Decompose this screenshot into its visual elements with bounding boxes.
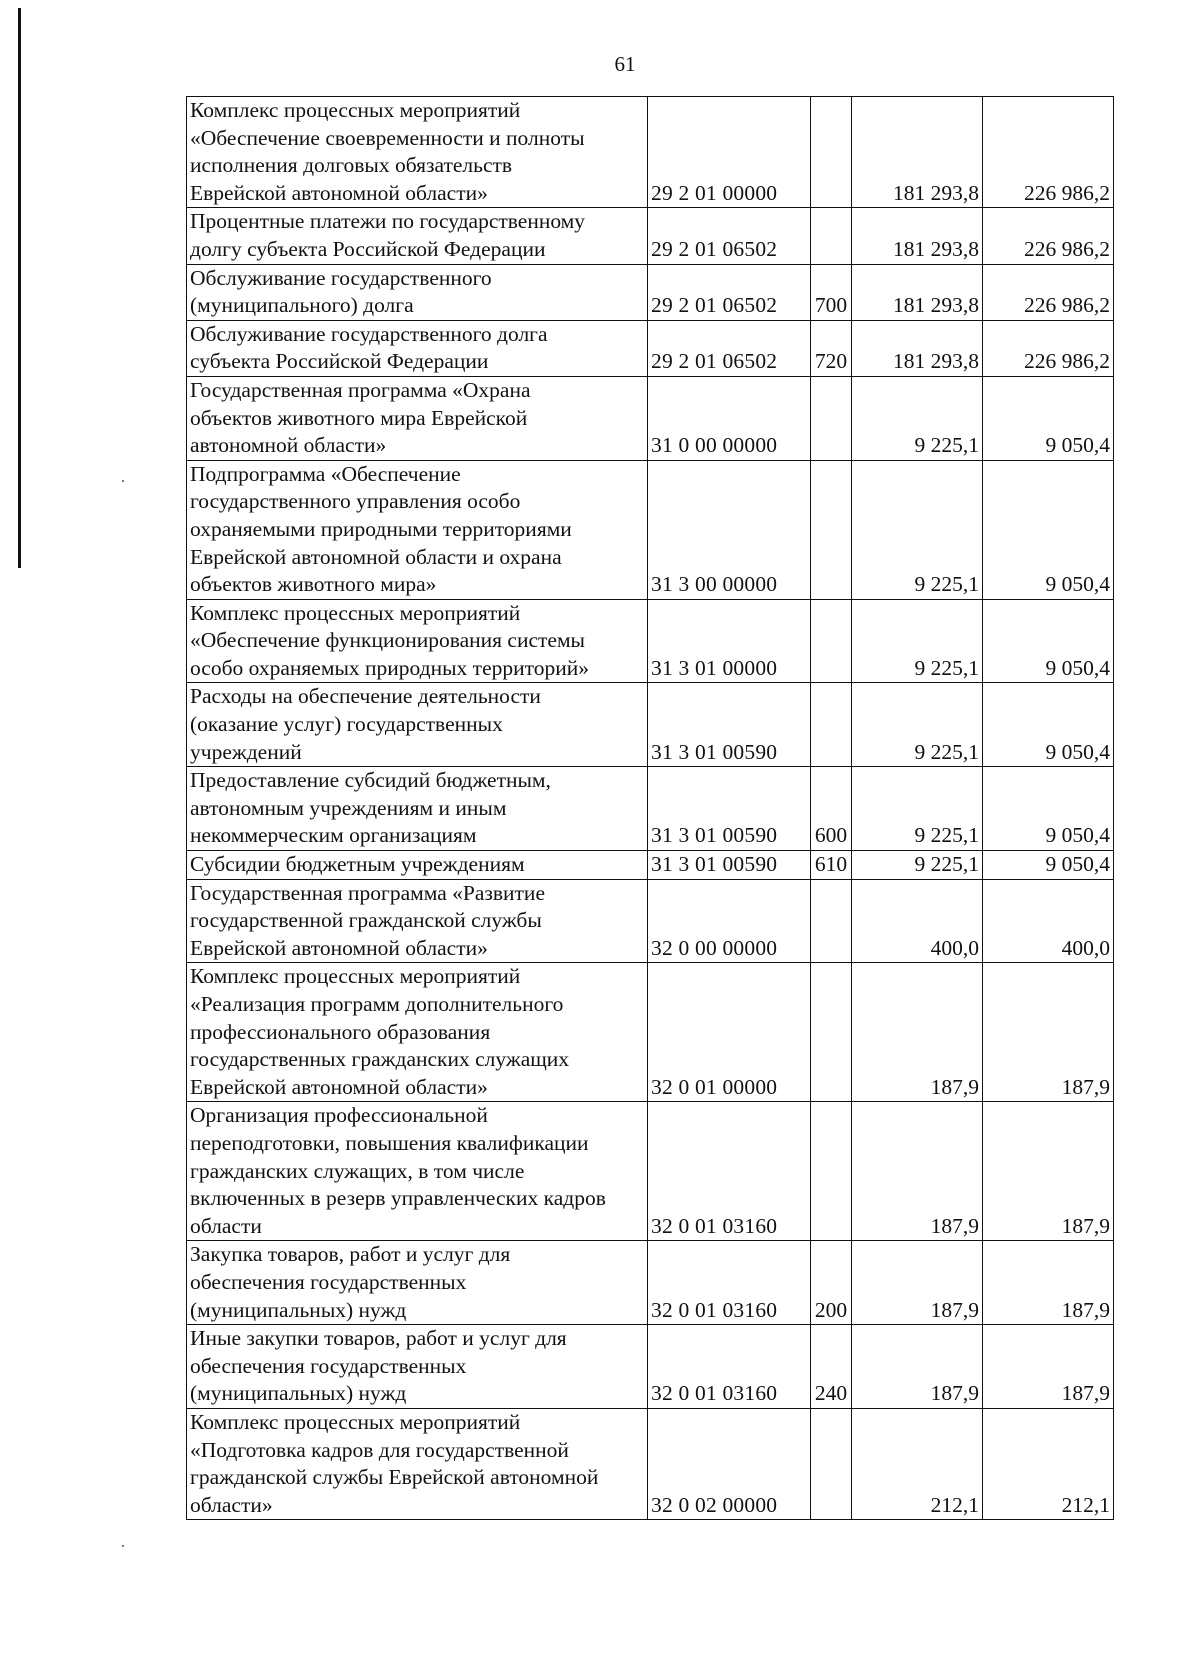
amount-year2-cell: 187,9 bbox=[983, 963, 1114, 1102]
amount-year2-cell: 187,9 bbox=[983, 1241, 1114, 1325]
table-row bbox=[187, 97, 1114, 208]
target-article-code-cell: 32 0 02 00000 bbox=[648, 1408, 811, 1519]
table-row bbox=[187, 767, 1114, 851]
table-row bbox=[187, 599, 1114, 683]
row-name-cell: Государственная программа «Охрана объектов животного мира Еврейской автономной области» bbox=[187, 376, 648, 460]
table-row bbox=[187, 460, 1114, 599]
row-name-cell: Закупка товаров, работ и услуг для обеспечения государственных (муниципальных) нужд bbox=[187, 1241, 648, 1325]
amount-year2-cell: 9 050,4 bbox=[983, 767, 1114, 851]
scan-speck bbox=[122, 480, 124, 482]
amount-year2-cell: 226 986,2 bbox=[983, 320, 1114, 376]
expense-type-code-cell bbox=[811, 97, 852, 208]
amount-year1-cell: 181 293,8 bbox=[852, 208, 983, 264]
row-name-cell: Государственная программа «Развитие государственной гражданской службы Еврейской автономной области» bbox=[187, 879, 648, 963]
amount-year2-cell: 9 050,4 bbox=[983, 599, 1114, 683]
target-article-code-cell: 31 3 01 00000 bbox=[648, 599, 811, 683]
row-name-cell: Иные закупки товаров, работ и услуг для обеспечения государственных (муниципальных) нужд bbox=[187, 1325, 648, 1409]
expense-type-code-cell: 610 bbox=[811, 851, 852, 880]
expense-type-code-cell: 600 bbox=[811, 767, 852, 851]
amount-year2-cell: 400,0 bbox=[983, 879, 1114, 963]
target-article-code-cell: 31 3 01 00590 bbox=[648, 683, 811, 767]
amount-year2-cell: 9 050,4 bbox=[983, 460, 1114, 599]
row-name-cell: Обслуживание государственного долга субъекта Российской Федерации bbox=[187, 320, 648, 376]
table-row bbox=[187, 208, 1114, 264]
row-name-cell: Предоставление субсидий бюджетным, автономным учреждениям и иным некоммерческим организациям bbox=[187, 767, 648, 851]
target-article-code-cell: 32 0 00 00000 bbox=[648, 879, 811, 963]
row-name-cell: Комплекс процессных мероприятий «Подготовка кадров для государственной гражданской службы Еврейской автономной области» bbox=[187, 1408, 648, 1519]
expense-type-code-cell: 700 bbox=[811, 264, 852, 320]
table-row bbox=[187, 1241, 1114, 1325]
table-row bbox=[187, 1102, 1114, 1241]
expense-type-code-cell: 720 bbox=[811, 320, 852, 376]
target-article-code-cell: 32 0 01 03160 bbox=[648, 1241, 811, 1325]
expense-type-code-cell bbox=[811, 208, 852, 264]
expense-type-code-cell bbox=[811, 963, 852, 1102]
page-number: 61 bbox=[614, 52, 636, 76]
table-row bbox=[187, 320, 1114, 376]
row-name-cell: Субсидии бюджетным учреждениям bbox=[187, 851, 648, 880]
amount-year1-cell: 9 225,1 bbox=[852, 376, 983, 460]
expense-type-code-cell bbox=[811, 683, 852, 767]
amount-year1-cell: 181 293,8 bbox=[852, 320, 983, 376]
amount-year1-cell: 9 225,1 bbox=[852, 767, 983, 851]
amount-year2-cell: 9 050,4 bbox=[983, 851, 1114, 880]
target-article-code-cell: 29 2 01 00000 bbox=[648, 97, 811, 208]
amount-year1-cell: 400,0 bbox=[852, 879, 983, 963]
amount-year1-cell: 9 225,1 bbox=[852, 683, 983, 767]
table-row bbox=[187, 376, 1114, 460]
amount-year2-cell: 226 986,2 bbox=[983, 208, 1114, 264]
amount-year1-cell: 9 225,1 bbox=[852, 460, 983, 599]
row-name-cell: Подпрограмма «Обеспечение государственного управления особо охраняемыми природными территориями Еврейской автономной области и охрана объектов животного мира» bbox=[187, 460, 648, 599]
row-name-cell: Комплекс процессных мероприятий «Обеспечение своевременности и полноты исполнения долговых обязательств Еврейской автономной области» bbox=[187, 97, 648, 208]
amount-year2-cell: 226 986,2 bbox=[983, 97, 1114, 208]
amount-year1-cell: 181 293,8 bbox=[852, 264, 983, 320]
amount-year1-cell: 212,1 bbox=[852, 1408, 983, 1519]
scan-speck bbox=[122, 1545, 124, 1547]
amount-year2-cell: 9 050,4 bbox=[983, 376, 1114, 460]
target-article-code-cell: 31 3 01 00590 bbox=[648, 767, 811, 851]
target-article-code-cell: 32 0 01 00000 bbox=[648, 963, 811, 1102]
amount-year2-cell: 212,1 bbox=[983, 1408, 1114, 1519]
target-article-code-cell: 32 0 01 03160 bbox=[648, 1102, 811, 1241]
page-binding-line bbox=[18, 8, 21, 568]
amount-year1-cell: 187,9 bbox=[852, 1102, 983, 1241]
amount-year1-cell: 9 225,1 bbox=[852, 599, 983, 683]
row-name-cell: Организация профессиональной переподготовки, повышения квалификации гражданских служащих, в том числе включенных в резерв управленческих кадров области bbox=[187, 1102, 648, 1241]
target-article-code-cell: 29 2 01 06502 bbox=[648, 320, 811, 376]
table-row bbox=[187, 879, 1114, 963]
amount-year1-cell: 187,9 bbox=[852, 1325, 983, 1409]
target-article-code-cell: 31 3 01 00590 bbox=[648, 851, 811, 880]
amount-year2-cell: 187,9 bbox=[983, 1325, 1114, 1409]
budget-table-body bbox=[187, 97, 1114, 1520]
row-name-cell: Расходы на обеспечение деятельности (оказание услуг) государственных учреждений bbox=[187, 683, 648, 767]
row-name-cell: Обслуживание государственного (муниципального) долга bbox=[187, 264, 648, 320]
expense-type-code-cell bbox=[811, 879, 852, 963]
target-article-code-cell: 31 0 00 00000 bbox=[648, 376, 811, 460]
table-row bbox=[187, 264, 1114, 320]
expense-type-code-cell: 240 bbox=[811, 1325, 852, 1409]
amount-year1-cell: 187,9 bbox=[852, 1241, 983, 1325]
target-article-code-cell: 29 2 01 06502 bbox=[648, 264, 811, 320]
amount-year1-cell: 187,9 bbox=[852, 963, 983, 1102]
table-row bbox=[187, 851, 1114, 880]
expense-type-code-cell bbox=[811, 460, 852, 599]
amount-year2-cell: 226 986,2 bbox=[983, 264, 1114, 320]
amount-year1-cell: 181 293,8 bbox=[852, 97, 983, 208]
amount-year2-cell: 9 050,4 bbox=[983, 683, 1114, 767]
budget-table bbox=[186, 96, 1114, 1520]
target-article-code-cell: 32 0 01 03160 bbox=[648, 1325, 811, 1409]
table-row bbox=[187, 1325, 1114, 1409]
row-name-cell: Комплекс процессных мероприятий «Обеспечение функционирования системы особо охраняемых природных территорий» bbox=[187, 599, 648, 683]
table-row bbox=[187, 963, 1114, 1102]
row-name-cell: Процентные платежи по государственному долгу субъекта Российской Федерации bbox=[187, 208, 648, 264]
amount-year1-cell: 9 225,1 bbox=[852, 851, 983, 880]
amount-year2-cell: 187,9 bbox=[983, 1102, 1114, 1241]
row-name-cell: Комплекс процессных мероприятий «Реализация программ дополнительного профессионального образования государственных гражданских служащих Еврейской автономной области» bbox=[187, 963, 648, 1102]
table-row bbox=[187, 683, 1114, 767]
target-article-code-cell: 31 3 00 00000 bbox=[648, 460, 811, 599]
expense-type-code-cell: 200 bbox=[811, 1241, 852, 1325]
target-article-code-cell: 29 2 01 06502 bbox=[648, 208, 811, 264]
table-row bbox=[187, 1408, 1114, 1519]
expense-type-code-cell bbox=[811, 599, 852, 683]
expense-type-code-cell bbox=[811, 1408, 852, 1519]
expense-type-code-cell bbox=[811, 376, 852, 460]
expense-type-code-cell bbox=[811, 1102, 852, 1241]
